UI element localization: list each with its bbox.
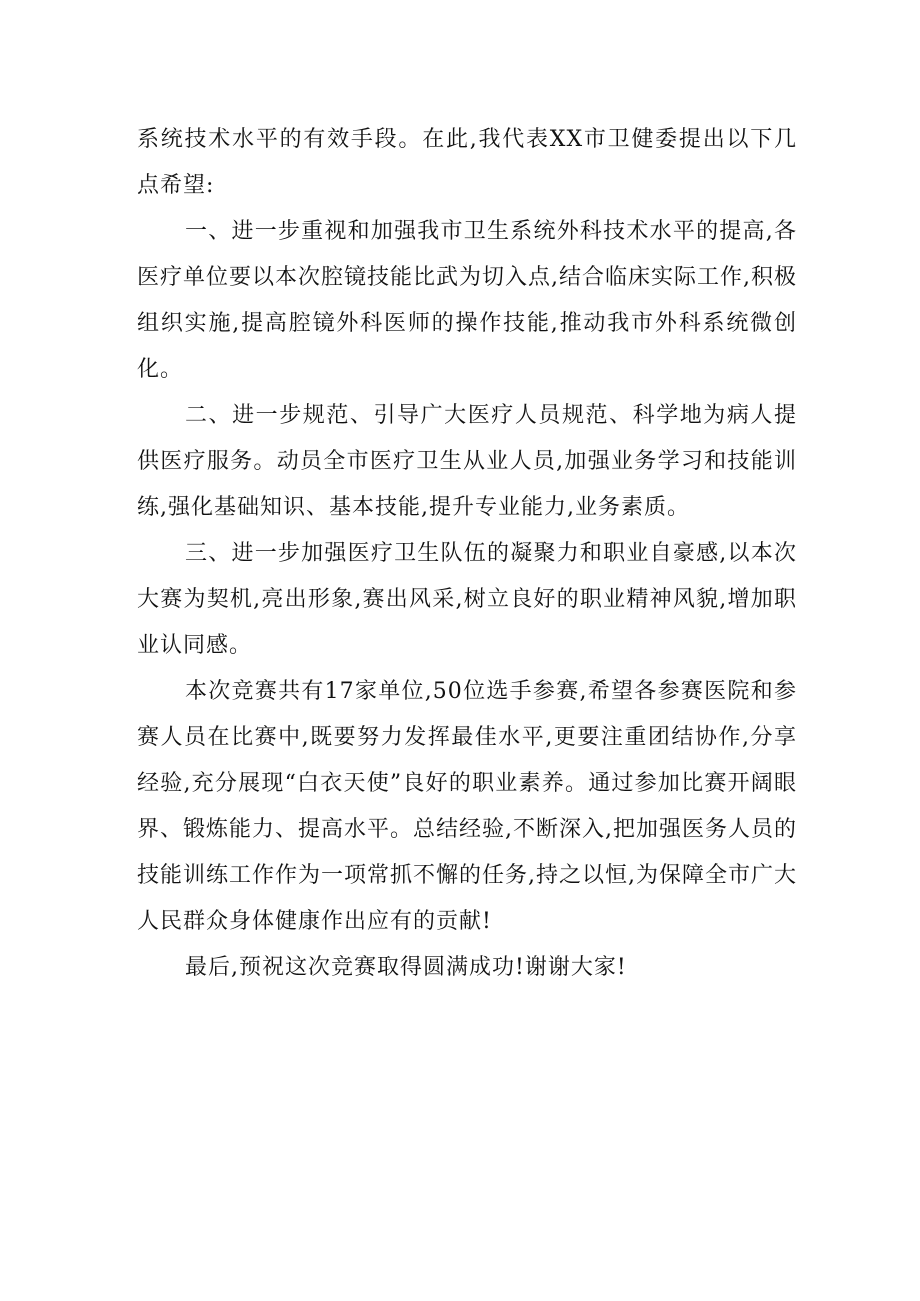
paragraph-competition-info: 本次竞赛共有17家单位,50位选手参赛,希望各参赛医院和参赛人员在比赛中,既要努力发挥最佳水平,更要注重团结协作,分享经验,充分展现“白衣天使”良好的职业素养。通过参加比赛开阔眼界、锻炼能力、提高水平。总结经验,不断深入,把加强医务人员的技能训练工作作为一项常抓不懈的任务,持之以恒,为保障全市广大人民群众身体健康作出应有的贡献! xyxy=(137,679,797,934)
paragraph-point-two: 二、进一步规范、引导广大医疗人员规范、科学地为病人提供医疗服务。动员全市医疗卫生从业人员,加强业务学习和技能训练,强化基础知识、基本技能,提升专业能力,业务素质。 xyxy=(137,403,797,520)
paragraph-point-one: 一、进一步重视和加强我市卫生系统外科技术水平的提高,各医疗单位要以本次腔镜技能比武为切入点,结合临床实际工作,积极组织实施,提高腔镜外科医师的操作技能,推动我市外科系统微创化。 xyxy=(137,219,797,382)
paragraph-closing: 最后,预祝这次竞赛取得圆满成功!谢谢大家! xyxy=(185,955,627,980)
document-body xyxy=(137,117,797,991)
paragraph-point-three: 三、进一步加强医疗卫生队伍的凝聚力和职业自豪感,以本次大赛为契机,亮出形象,赛出风采,树立良好的职业精神风貌,增加职业认同感。 xyxy=(137,541,797,658)
paragraph-intro-continuation: 系统技术水平的有效手段。在此,我代表XX市卫健委提出以下几点希望: xyxy=(137,127,797,198)
